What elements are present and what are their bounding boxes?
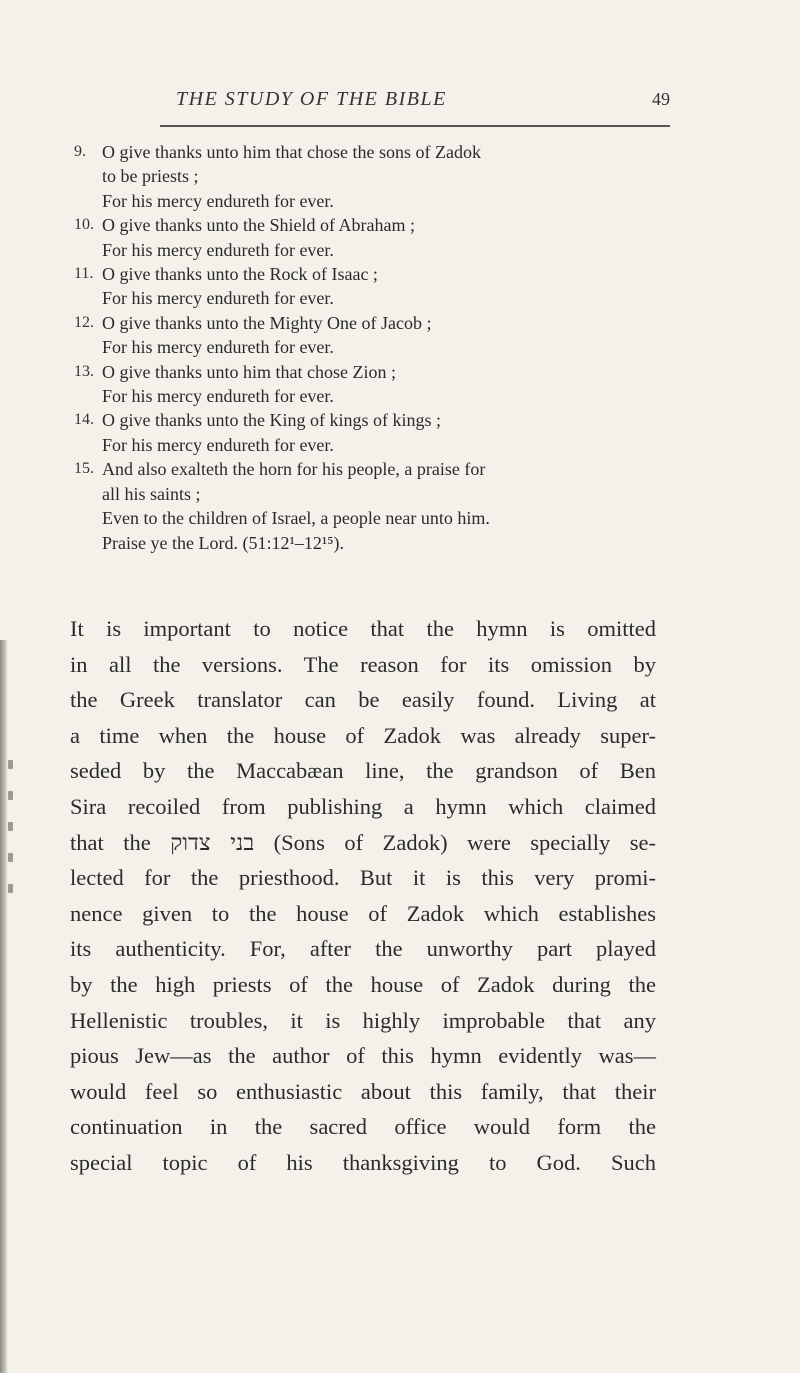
gutter-marks bbox=[8, 760, 14, 940]
verse-number: 9. bbox=[74, 143, 86, 160]
verse-line: O give thanks unto him that chose Zion ; bbox=[102, 361, 396, 382]
verse-line: For his mercy endureth for ever. bbox=[102, 239, 334, 260]
verse-number: 12. bbox=[74, 313, 94, 331]
verse-line: For his mercy endureth for ever. bbox=[102, 288, 334, 309]
verse-line: O give thanks unto the Shield of Abraham ; bbox=[102, 215, 415, 236]
verse-line: For his mercy endureth for ever. bbox=[102, 190, 334, 211]
verse-line: For his mercy endureth for ever. bbox=[102, 386, 334, 407]
paragraph-line: that the בני צדוק (Sons of Zadok) were specially se- bbox=[70, 829, 656, 855]
page-header bbox=[160, 88, 670, 128]
verse-line: O give thanks unto the Rock of Isaac ; bbox=[102, 264, 378, 285]
verse-number: 15. bbox=[74, 460, 94, 478]
paragraph-line: special topic of his thanksgiving to God. Such bbox=[70, 1149, 656, 1175]
paragraph-line: nence given to the house of Zadok which establishes bbox=[70, 900, 656, 926]
header-rule bbox=[160, 125, 670, 127]
verse-line: And also exalteth the horn for his people, a praise for bbox=[102, 459, 486, 480]
paragraph-line: It is important to notice that the hymn is omitted bbox=[70, 616, 656, 641]
verse bbox=[70, 457, 670, 555]
paragraph-line: in all the versions. The reason for its omission by bbox=[70, 651, 656, 677]
verse-line: For his mercy endureth for ever. bbox=[102, 337, 334, 358]
paragraph-line: its authenticity. For, after the unworthy part played bbox=[70, 936, 656, 962]
verse-number: 13. bbox=[74, 362, 94, 380]
paragraph-line: by the high priests of the house of Zadok during the bbox=[70, 971, 656, 997]
paragraph-line: the Greek translator can be easily found. Living at bbox=[70, 687, 656, 713]
paragraph-line: Sira recoiled from publishing a hymn which claimed bbox=[70, 793, 656, 819]
verse bbox=[70, 360, 670, 409]
verse bbox=[70, 140, 670, 213]
verse bbox=[70, 408, 670, 457]
verse-line: For his mercy endureth for ever. bbox=[102, 434, 334, 455]
verse-number: 10. bbox=[74, 216, 94, 234]
verse-line: O give thanks unto the King of kings of kings ; bbox=[102, 410, 441, 431]
verse-line: Praise ye the Lord. (51:12¹–12¹⁵). bbox=[102, 532, 345, 553]
binding-shadow bbox=[0, 640, 8, 1373]
verse-line: to be priests ; bbox=[102, 166, 199, 187]
verse bbox=[70, 213, 670, 262]
verse-number: 11. bbox=[74, 265, 94, 283]
paragraph-line: seded by the Maccabæan line, the grandson of Ben bbox=[70, 758, 656, 784]
running-head: THE STUDY OF THE BIBLE bbox=[176, 88, 447, 110]
paragraph-line: lected for the priesthood. But it is this very promi- bbox=[70, 865, 656, 891]
paragraph-line: a time when the house of Zadok was already super- bbox=[70, 722, 656, 748]
verse bbox=[70, 311, 670, 360]
body-paragraph bbox=[70, 611, 656, 1181]
paragraph-line: pious Jew—as the author of this hymn evidently was— bbox=[70, 1043, 656, 1069]
paragraph-line: Hellenistic troubles, it is highly improbable that any bbox=[70, 1007, 656, 1033]
verse-line: O give thanks unto the Mighty One of Jacob ; bbox=[102, 312, 432, 333]
verse-line: Even to the children of Israel, a people near unto him. bbox=[102, 508, 490, 529]
verse-line: all his saints ; bbox=[102, 483, 201, 504]
verse-number: 14. bbox=[74, 411, 94, 429]
paragraph-line: would feel so enthusiastic about this family, that their bbox=[70, 1078, 656, 1104]
paragraph-line: continuation in the sacred office would form the bbox=[70, 1114, 656, 1140]
hymn-verses bbox=[70, 140, 670, 555]
verse bbox=[70, 262, 670, 311]
verse-line: O give thanks unto him that chose the sons of Zadok bbox=[102, 142, 481, 162]
page-number: 49 bbox=[652, 89, 670, 109]
